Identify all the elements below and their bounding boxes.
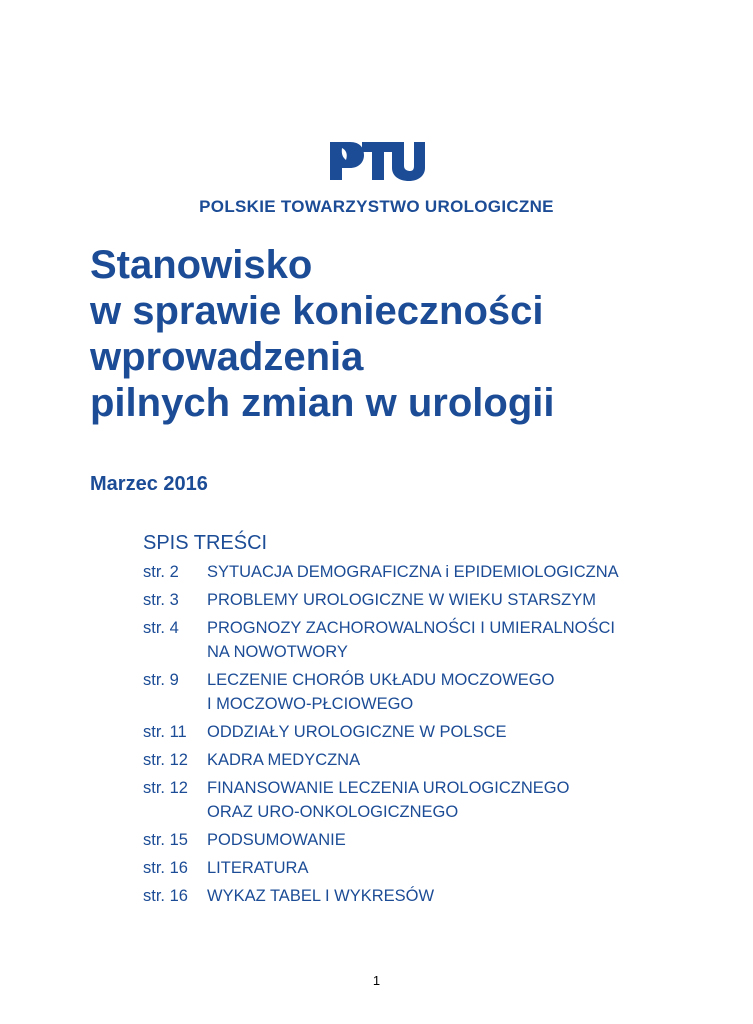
organization-name: POLSKIE TOWARZYSTWO UROLOGICZNE (199, 197, 554, 216)
toc-entry (207, 884, 703, 908)
toc-list (143, 560, 703, 908)
toc-page: str. 12 (143, 779, 188, 797)
toc-entry-line: NA NOWOTWORY (207, 643, 348, 661)
toc-entry-line: I MOCZOWO-PŁCIOWEGO (207, 695, 414, 713)
toc-page: str. 9 (143, 671, 179, 689)
toc-entry-line: WYKAZ TABEL I WYKRESÓW (207, 887, 435, 905)
toc-item[interactable] (143, 588, 703, 612)
toc-item[interactable] (143, 616, 703, 664)
toc-page: str. 12 (143, 751, 188, 769)
title-line: wprowadzenia (90, 335, 364, 379)
toc-page: str. 15 (143, 831, 188, 849)
table-of-contents (143, 530, 703, 912)
document-title (90, 242, 710, 426)
toc-item[interactable] (143, 884, 703, 908)
toc-entry-line: ORAZ URO-ONKOLOGICZNEGO (207, 803, 459, 821)
toc-page: str. 16 (143, 887, 188, 905)
toc-entry (207, 856, 703, 880)
toc-entry-line: LECZENIE CHORÓB UKŁADU MOCZOWEGO (207, 671, 555, 689)
toc-page: str. 16 (143, 859, 188, 877)
document-date: Marzec 2016 (90, 473, 208, 495)
toc-entry (207, 668, 703, 716)
toc-entry (207, 776, 703, 824)
toc-entry-line: ODDZIAŁY UROLOGICZNE W POLSCE (207, 723, 507, 741)
toc-page: str. 4 (143, 619, 179, 637)
toc-item[interactable] (143, 668, 703, 716)
page-number: 1 (372, 973, 381, 988)
toc-page: str. 2 (143, 563, 179, 581)
title-line: w sprawie konieczności (90, 289, 544, 333)
toc-item[interactable] (143, 720, 703, 744)
toc-entry (207, 720, 703, 744)
title-line: pilnych zmian w urologii (90, 381, 555, 425)
toc-item[interactable] (143, 560, 703, 584)
toc-entry-line: PROGNOZY ZACHOROWALNOŚCI I UMIERALNOŚCI (207, 619, 615, 637)
toc-entry-line: PROBLEMY UROLOGICZNE W WIEKU STARSZYM (207, 591, 597, 609)
toc-entry (207, 560, 703, 584)
ptu-logo (328, 138, 426, 182)
toc-item[interactable] (143, 856, 703, 880)
toc-item[interactable] (143, 828, 703, 852)
toc-heading: SPIS TREŚCI (143, 532, 268, 554)
toc-item[interactable] (143, 776, 703, 824)
toc-entry (207, 828, 703, 852)
title-line: Stanowisko (90, 243, 313, 287)
toc-page: str. 11 (143, 723, 187, 741)
toc-item[interactable] (143, 748, 703, 772)
toc-entry-line: SYTUACJA DEMOGRAFICZNA i EPIDEMIOLOGICZNA (207, 563, 619, 581)
ptu-logo-icon (328, 138, 426, 182)
toc-page: str. 3 (143, 591, 179, 609)
toc-entry (207, 616, 703, 664)
logo-text: PTU (328, 138, 330, 139)
toc-entry (207, 588, 703, 612)
toc-entry (207, 748, 703, 772)
toc-entry-line: PODSUMOWANIE (207, 831, 346, 849)
toc-entry-line: LITERATURA (207, 859, 309, 877)
toc-entry-line: FINANSOWANIE LECZENIA UROLOGICZNEGO (207, 779, 570, 797)
toc-entry-line: KADRA MEDYCZNA (207, 751, 361, 769)
